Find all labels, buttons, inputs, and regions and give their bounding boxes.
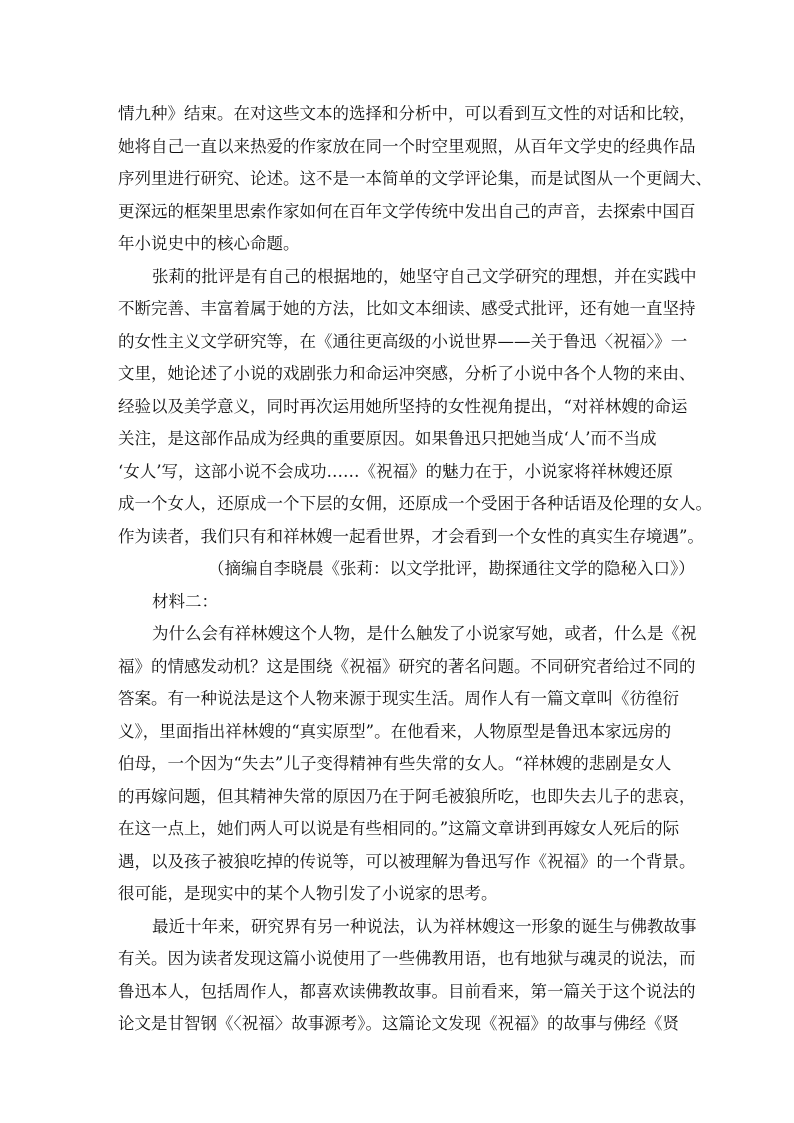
text-line: 更深远的框架里思索作家如何在百年文学传统中发出自己的声音，去探索中国百: [118, 201, 696, 221]
text-line: 为什么会有祥林嫂这个人物，是什么触发了小说家写她，或者，什么是《祝: [152, 624, 697, 643]
text-line: 文里，她论述了小说的戏剧张力和命运冲突感，分析了小说中各个人物的来由、: [118, 364, 696, 383]
text-line: 伯母，一个因为“失去”儿子变得精神有些失常的女人。“祥林嫂的悲剧是女人: [118, 754, 672, 773]
text-line: 的再嫁问题，但其精神失常的原因乃在于阿毛被狼所吃，也即失去儿子的悲哀，: [118, 786, 696, 806]
text-line: 序列里进行研究、论述。这不是一本简单的文学评论集，而是试图从一个更阔大、: [118, 169, 712, 188]
text-line: 关注，是这部作品成为经典的重要原因。如果鲁迅只把她当成‘人’而不当成: [118, 429, 657, 448]
text-line: ‘女人’写，这部小说不会成功……《祝福》的魅力在于，小说家将祥林嫂还原: [118, 461, 673, 481]
text-line: 答案。有一种说法是这个人物来源于现实生活。周作人有一篇文章叫《彷徨衍: [118, 689, 679, 708]
text-line: 在这一点上，她们两人可以说是有些相同的。”这篇文章讲到再嫁女人死后的际: [118, 819, 680, 838]
text-line: 的女性主义文学研究等，在《通往更高级的小说世界——关于鲁迅〈祝福〉》一: [118, 331, 688, 351]
text-line: 最近十年来，研究界有另一种说法，认为祥林嫂这一形象的诞生与佛教故事: [152, 916, 697, 936]
text-line: 论文是甘智钢《〈祝福〉故事源考》。这篇论文发现《祝福》的故事与佛经《贤: [118, 1014, 679, 1033]
text-line: 她将自己一直以来热爱的作家放在同一个时空里观照，从百年文学史的经典作品: [118, 136, 696, 156]
text-line: 年小说史中的核心命题。: [118, 234, 300, 253]
text-line: 鲁迅本人，包括周作人，都喜欢读佛教故事。目前看来，第一篇关于这个说法的: [118, 981, 696, 1001]
body-text: [118, 98, 712, 1041]
text-line: 义》，里面指出祥林嫂的“真实原型”。在他看来，人物原型是鲁迅本家远房的: [118, 721, 672, 741]
text-line: 张莉的批评是有自己的根据地的，她坚守自己文学研究的理想，并在实践中: [152, 266, 697, 286]
text-line: 不断完善、丰富着属于她的方法，比如文本细读、感受式批评，还有她一直坚持: [118, 299, 696, 318]
text-line: 材料二：: [152, 591, 218, 611]
text-line: 作为读者，我们只有和祥林嫂一起看世界，才会看到一个女性的真实生存境遇”。: [118, 526, 704, 546]
text-line: 很可能，是现实中的某个人物引发了小说家的思考。: [118, 884, 498, 903]
text-line: 情九种》结束。在对这些文本的选择和分析中，可以看到互文性的对话和比较，: [118, 104, 696, 123]
text-line: 成一个女人，还原成一个下层的女佣，还原成一个受困于各种话语及伦理的女人。: [118, 494, 712, 513]
text-line: 遇，以及孩子被狼吃掉的传说等，可以被理解为鲁迅写作《祝福》的一个背景。: [118, 851, 696, 871]
source-citation: （摘编自李晓晨《张莉：以文学批评，勘探通往文学的隐秘入口》）: [208, 559, 695, 578]
text-line: 经验以及美学意义，同时再次运用她所坚持的女性视角提出，“对祥林嫂的命运: [118, 396, 688, 416]
text-line: 有关。因为读者发现这篇小说使用了一些佛教用语，也有地狱与魂灵的说法，而: [118, 949, 696, 968]
text-line: 福》的情感发动机？这是围绕《祝福》研究的著名问题。不同研究者给过不同的: [118, 656, 696, 676]
